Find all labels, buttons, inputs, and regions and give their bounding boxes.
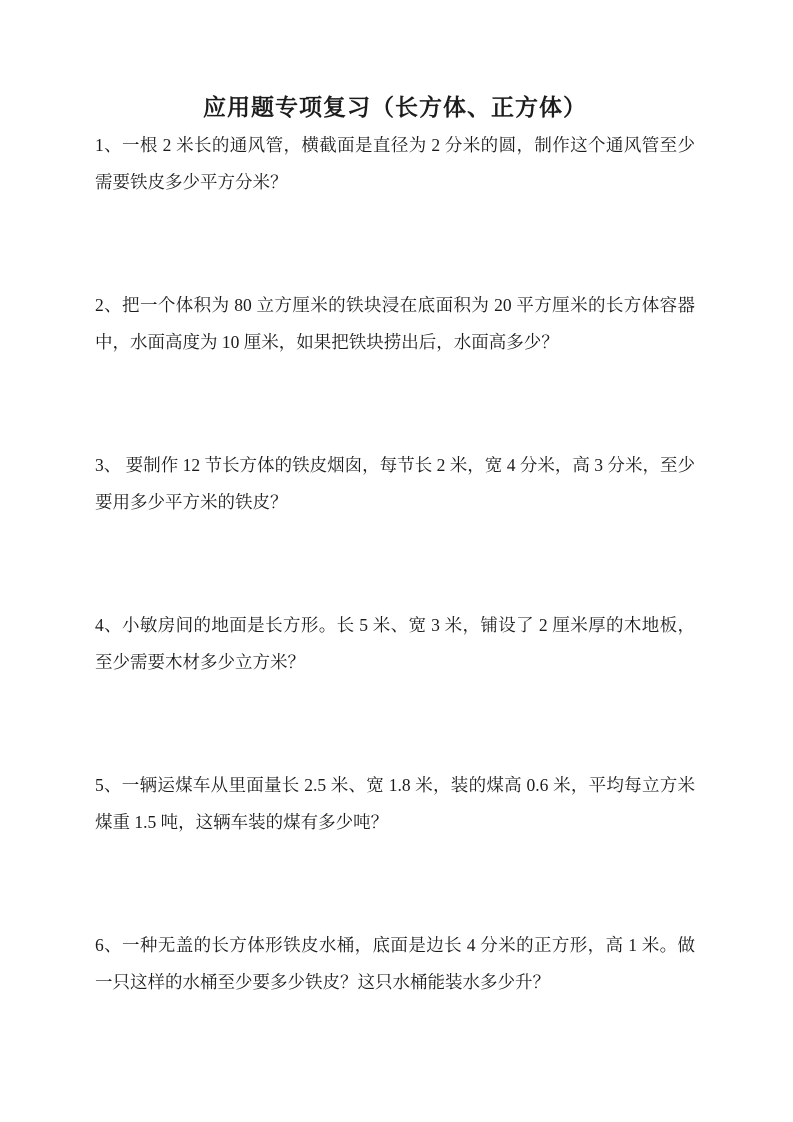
problem-1: 1、一根 2 米长的通风管，横截面是直径为 2 分米的圆，制作这个通风管至少需要铁皮多少平方分米？: [95, 135, 695, 192]
problem-6: 6、一种无盖的长方体形铁皮水桶，底面是边长 4 分米的正方形，高 1 米。做一只这样的水桶至少要多少铁皮？这只水桶能装水多少升？: [95, 935, 695, 992]
page-title: 应用题专项复习（长方体、正方体）: [203, 95, 587, 120]
problem-5: 5、一辆运煤车从里面量长 2.5 米、宽 1.8 米，装的煤高 0.6 米，平均每立方米煤重 1.5 吨，这辆车装的煤有多少吨？: [95, 775, 695, 832]
problem-3: 3、 要制作 12 节长方体的铁皮烟囱，每节长 2 米，宽 4 分米，高 3 分米，至少要用多少平方米的铁皮？: [95, 455, 695, 512]
problem-4: 4、小敏房间的地面是长方形。长 5 米、宽 3 米，铺设了 2 厘米厚的木地板，至少需要木材多少立方米？: [95, 615, 695, 672]
problem-2: 2、把一个体积为 80 立方厘米的铁块浸在底面积为 20 平方厘米的长方体容器中，水面高度为 10 厘米，如果把铁块捞出后，水面高多少？: [95, 295, 695, 352]
